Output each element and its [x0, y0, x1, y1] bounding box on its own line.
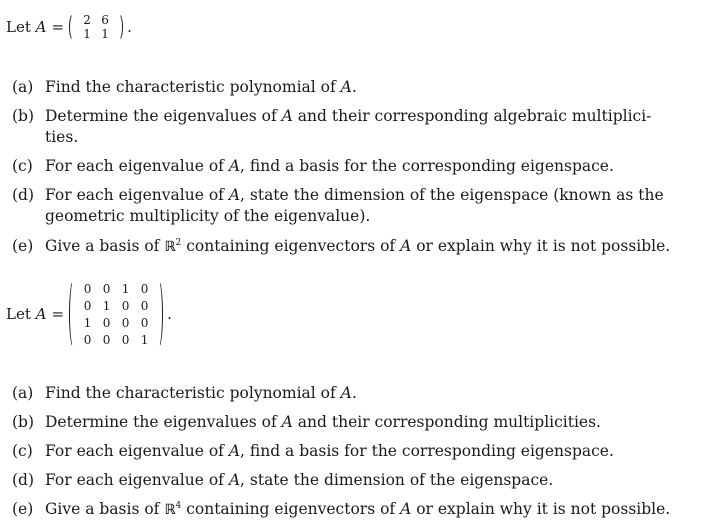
matrix-entry: 0 — [83, 281, 92, 296]
matrix-entry: 0 — [121, 315, 130, 330]
part-text: Give a basis of ℝ$^4$ containing eigenvectors of A or explain why it is not possible. — [45, 500, 671, 518]
matrix-entry: 0 — [140, 298, 149, 313]
matrix-entry: 0 — [140, 281, 149, 296]
problem-2-statement — [6, 280, 172, 348]
left-paren — [69, 280, 78, 348]
part-a — [12, 77, 684, 98]
part-c — [12, 441, 684, 462]
matrix-variable: A — [35, 18, 47, 36]
right-paren — [154, 280, 163, 348]
left-paren — [69, 13, 78, 41]
matrix-entry: 0 — [140, 315, 149, 330]
part-text: Find the characteristic polynomial of A. — [45, 78, 357, 96]
period: . — [127, 18, 132, 36]
part-c — [12, 156, 684, 177]
part-text: Give a basis of ℝ$^2$ containing eigenvectors of A or explain why it is not possible. — [45, 237, 671, 255]
matrix-entry: 1 — [140, 332, 149, 347]
part-tag: (c) — [12, 157, 33, 175]
matrix-entry: 1 — [83, 27, 91, 41]
matrix-entry: 1 — [121, 281, 130, 296]
part-text: Determine the eigenvalues of A and their corresponding multiplicities. — [45, 413, 601, 431]
part-text: For each eigenvalue of A, find a basis for the corresponding eigenspace. — [45, 442, 614, 460]
part-tag: (c) — [12, 442, 33, 460]
part-tag: (a) — [12, 384, 34, 402]
part-tag: (a) — [12, 78, 34, 96]
matrix-entry: 1 — [83, 315, 92, 330]
matrix-entry: 0 — [121, 298, 130, 313]
matrix-entry: 1 — [102, 298, 111, 313]
matrix-entry: 0 — [83, 332, 92, 347]
matrix-entry: 0 — [102, 332, 111, 347]
part-b — [12, 106, 684, 148]
part-tag: (b) — [12, 107, 35, 125]
part-text: Determine the eigenvalues of A and their corresponding algebraic multiplici- ties. — [45, 107, 652, 146]
matrix-2x2 — [68, 13, 124, 41]
part-tag: (d) — [12, 471, 35, 489]
part-d — [12, 470, 684, 491]
part-text: For each eigenvalue of A, state the dimension of the eigenspace (known as the geometric multiplicity of the eigenvalue). — [45, 186, 664, 225]
matrix-entry: 0 — [102, 315, 111, 330]
real-numbers-symbol: ℝ — [164, 502, 176, 518]
let-label: Let — [6, 18, 36, 36]
period: . — [167, 305, 172, 323]
part-tag: (e) — [12, 500, 34, 518]
matrix-variable: A — [35, 305, 47, 323]
part-b — [12, 412, 684, 433]
part-tag: (d) — [12, 186, 35, 204]
matrix-entry: 1 — [101, 27, 109, 41]
part-tag: (b) — [12, 413, 35, 431]
let-label: Let — [6, 305, 36, 323]
part-text: Find the characteristic polynomial of A. — [45, 384, 357, 402]
matrix-4x4 — [68, 280, 164, 348]
part-d — [12, 185, 684, 227]
matrix-entry: 0 — [83, 298, 92, 313]
part-text: For each eigenvalue of A, find a basis for the corresponding eigenspace. — [45, 157, 614, 175]
part-e — [12, 236, 684, 258]
part-a — [12, 383, 684, 404]
part-text: For each eigenvalue of A, state the dimension of the eigenspace. — [45, 471, 554, 489]
matrix-entry: 6 — [101, 13, 109, 27]
equals-sign: = — [51, 305, 65, 323]
matrix-entry: 0 — [121, 332, 130, 347]
problem-1-statement — [6, 13, 132, 41]
part-e — [12, 499, 684, 521]
matrix-entry: 2 — [83, 13, 91, 27]
matrix-entry: 0 — [102, 281, 111, 296]
real-numbers-symbol: ℝ — [164, 239, 176, 255]
equals-sign: = — [51, 18, 65, 36]
part-tag: (e) — [12, 237, 34, 255]
right-paren — [114, 13, 123, 41]
